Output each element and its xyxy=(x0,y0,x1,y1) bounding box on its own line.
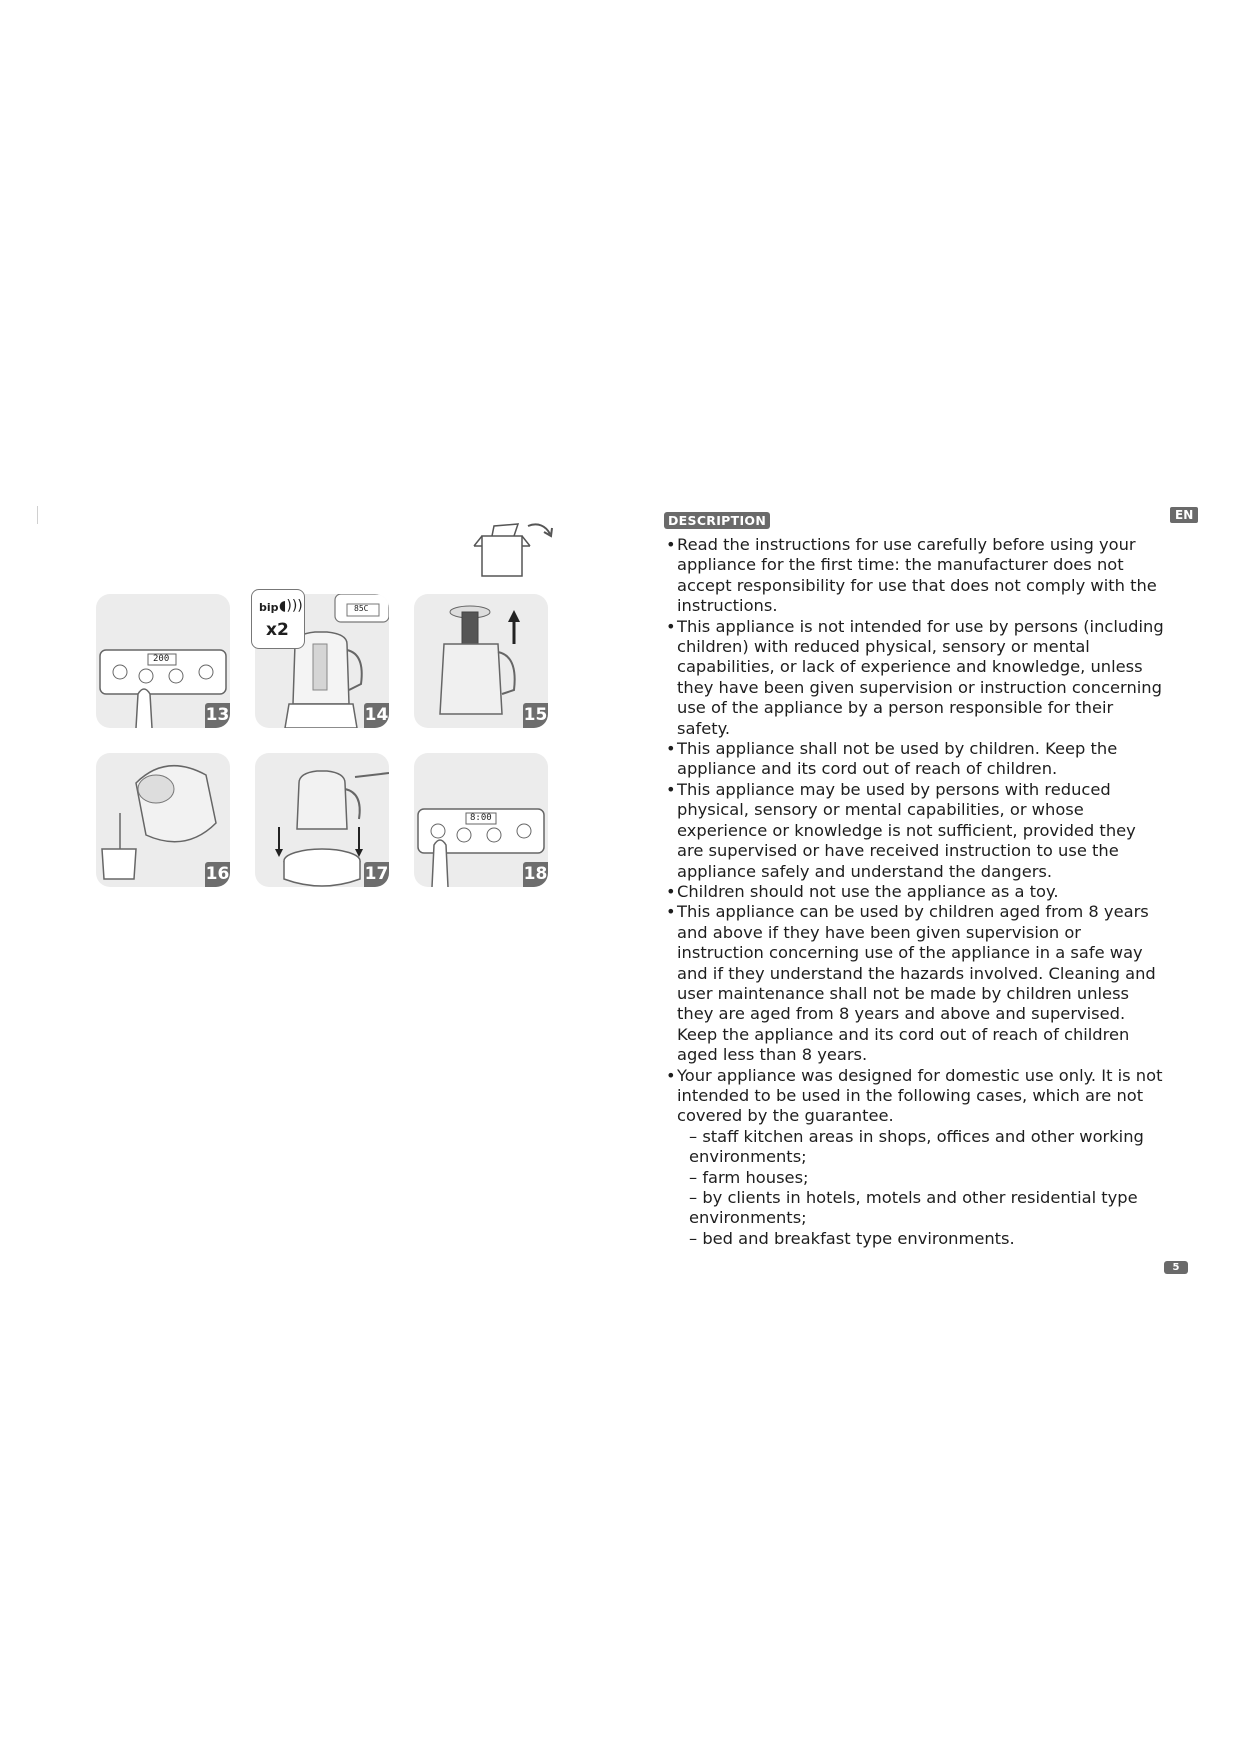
bullet-item: • This appliance is not intended for use by persons (including children) with reduced physical, sensory or mental capabilities, or lack of experience and knowledge, unless they have been given supervision or instruction concerning use of the appliance by a person responsible for their safety. xyxy=(666,617,1166,739)
figure-17-number: 17 xyxy=(364,862,389,887)
display-18-readout: 8:00 xyxy=(470,813,492,823)
bullet-item: • This appliance can be used by children aged from 8 years and above if they have been given supervision or instruction concerning use of the appliance in a safe way and if they understand the hazards involved. Cleaning and user maintenance shall not be made by children unless they are aged from 8 years and above and supervised. Keep the appliance and its cord out of reach of children aged less than 8 years. xyxy=(666,902,1166,1065)
display-14-readout: 85C xyxy=(354,604,369,613)
figure-16 xyxy=(96,753,230,887)
figure-13-number: 13 xyxy=(205,703,230,728)
figure-13 xyxy=(96,594,230,728)
speaker-icon: ◖))) xyxy=(279,598,303,614)
packaging-recycle-icon xyxy=(470,520,560,580)
sub-item: – by clients in hotels, motels and other residential type environments; xyxy=(689,1188,1138,1228)
page-number: 5 xyxy=(1164,1261,1188,1274)
figure-18 xyxy=(414,753,548,887)
figure-18-number: 18 xyxy=(523,862,548,887)
figure-17 xyxy=(255,753,389,887)
sub-item: – staff kitchen areas in shops, offices and other working environments; xyxy=(689,1126,1144,1167)
bip-count: x2 xyxy=(266,620,289,640)
bullet-item: • Children should not use the appliance as a toy. xyxy=(666,882,1166,902)
bullet-item: • This appliance may be used by persons with reduced physical, sensory or mental capabilities, or whose experience or knowledge is not sufficient, provided they are supervised or have received instruction to use the appliance safely and understand the dangers. xyxy=(666,780,1166,882)
bullet-item: • Your appliance was designed for domestic use only. It is not intended to be used in the following cases, which are not covered by the guarantee. xyxy=(666,1066,1166,1127)
display-13-readout: 200 xyxy=(153,654,170,664)
figure-16-number: 16 xyxy=(205,862,230,887)
language-tag: EN xyxy=(1170,507,1198,523)
sub-item: – bed and breakfast type environments. xyxy=(689,1228,1015,1248)
margin-mark xyxy=(37,506,38,524)
bullet-item: • This appliance shall not be used by children. Keep the appliance and its cord out of reach of children. xyxy=(666,739,1166,780)
figure-15-number: 15 xyxy=(523,703,548,728)
bullet-item: • Read the instructions for use carefully before using your appliance for the first time: the manufacturer does not accept responsibility for use that does not comply with the instructions. xyxy=(666,535,1166,617)
bip-sound-bubble xyxy=(251,589,305,649)
figure-14-number: 14 xyxy=(364,703,389,728)
sub-item: – farm houses; xyxy=(689,1167,809,1187)
section-label: DESCRIPTION xyxy=(664,512,770,529)
figure-15 xyxy=(414,594,548,728)
bip-label: bip xyxy=(259,601,279,614)
safety-instructions xyxy=(666,535,1166,1249)
